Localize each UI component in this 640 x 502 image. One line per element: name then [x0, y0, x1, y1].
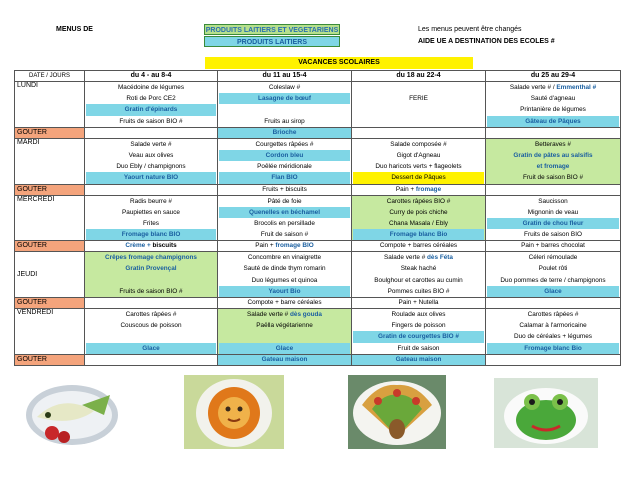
legend-vegetarian: PRODUITS LAITIERS ET VEGETARIENS [204, 24, 340, 35]
row-vendredi [15, 309, 621, 355]
gouter-mardi: GOUTER Fruits + biscuits Pain + fromage [15, 184, 621, 195]
mardi-week-4: Betteraves # Gratin de pâtes au salsifis et fromage Fruit de saison BIO # [486, 138, 621, 184]
day-jeudi: JEUDI [15, 252, 85, 298]
vendredi-week-2: Salade verte # dès gouda Paëlla végétarienne Glace [218, 309, 352, 355]
row-lundi [15, 82, 621, 128]
plate-peacock-icon [348, 375, 446, 449]
gouter-vendredi: GOUTER Gateau maison Gateau maison [15, 354, 621, 365]
row-jeudi [15, 252, 621, 298]
day-vendredi: VENDREDI [15, 309, 85, 355]
mercredi-week-4: Saucisson Mignonin de veau Gratin de chou fleur Fruits de saison BIO [486, 195, 621, 241]
lundi-week-4: Salade verte # / Emmenthal # Sauté d'agneau Printanière de légumes Gâteau de Pâques [486, 82, 621, 128]
plate-fish-icon [22, 375, 122, 449]
note-menus-change: Les menus peuvent être changés [418, 26, 522, 33]
gouter-jeudi: GOUTER Compote + barre céréales Pain + Nutella [15, 298, 621, 309]
menus-de-label: MENUS DE [56, 26, 93, 33]
header-row [15, 71, 621, 82]
mercredi-week-2: Pâté de foie Quenelles en béchamel Brocolis en persillade Fruit de saison # [218, 195, 352, 241]
jeudi-week-3: Salade verte # dès Féta Steak haché Boulghour et carottes au cumin Pommes cuites BIO # [352, 252, 486, 298]
lundi-week-3: FERIE [352, 82, 486, 128]
lundi-week-2: Coleslaw # Lasagne de bœuf Fruits au sirop [218, 82, 352, 128]
menu-table [14, 70, 621, 366]
mardi-week-2: Courgettes râpées # Cordon bleu Poêlée méridionale Flan BIO [218, 138, 352, 184]
col-week-3: du 18 au 22-4 [352, 71, 486, 82]
gouter-mercredi: GOUTER Crème + biscuits Pain + fromage BIO Compote + barres céréales Pain + barres chocolat [15, 241, 621, 252]
vendredi-week-4: Carottes râpées # Calamar à l'armoricaine Duo de céréales + légumes Fromage blanc Bio [486, 309, 621, 355]
mercredi-week-1: Radis beurre # Paupiettes en sauce Frites Fromage blanc BIO [85, 195, 218, 241]
note-eu-aid: AIDE UE A DESTINATION DES ECOLES # [418, 38, 555, 45]
lundi-week-1: Macédoine de légumes Roti de Porc CE2 Gratin d'épinards Fruits de saison BIO # [85, 82, 218, 128]
mardi-week-3: Salade composée # Gigot d'Agneau Duo haricots verts + flageolets Dessert de Pâques [352, 138, 486, 184]
col-week-4: du 25 au 29-4 [486, 71, 621, 82]
day-mardi: MARDI [15, 138, 85, 184]
vendredi-week-1: Carottes râpées # Couscous de poisson Glace [85, 309, 218, 355]
vacances-banner: VACANCES SCOLAIRES [205, 57, 473, 69]
day-mercredi: MERCREDI [15, 195, 85, 241]
jeudi-week-1: Crêpes fromage champignons Gratin Provençal Fruits de saison BIO # [85, 252, 218, 298]
jeudi-week-4: Céleri rémoulade Poulet rôti Duo pommes de terre / champignons Glace [486, 252, 621, 298]
gouter-lundi: GOUTER Brioche [15, 127, 621, 138]
row-mercredi [15, 195, 621, 241]
vendredi-week-3: Roulade aux olives Fingers de poisson Gratin de courgettes BIO # Fruit de saison [352, 309, 486, 355]
jeudi-week-2: Concombre en vinaigrette Sauté de dinde thym romarin Duo légumes et quinoa Yaourt Bio [218, 252, 352, 298]
row-mardi [15, 138, 621, 184]
plate-lion-face-icon [184, 375, 284, 449]
col-week-2: du 11 au 15-4 [218, 71, 352, 82]
col-date-jours: DATE / JOURS [15, 71, 85, 82]
mercredi-week-3: Carottes râpées BIO # Curry de pois chiche Chana Masala / Ebly Fromage blanc Bio [352, 195, 486, 241]
plate-frog-face-icon [494, 378, 598, 448]
mardi-week-1: Salade verte # Veau aux olives Duo Ebly / champignons Yaourt nature BIO [85, 138, 218, 184]
col-week-1: du 4 - au 8-4 [85, 71, 218, 82]
day-lundi: LUNDI [15, 82, 85, 128]
legend-dairy: PRODUITS LAITIERS [204, 36, 340, 47]
